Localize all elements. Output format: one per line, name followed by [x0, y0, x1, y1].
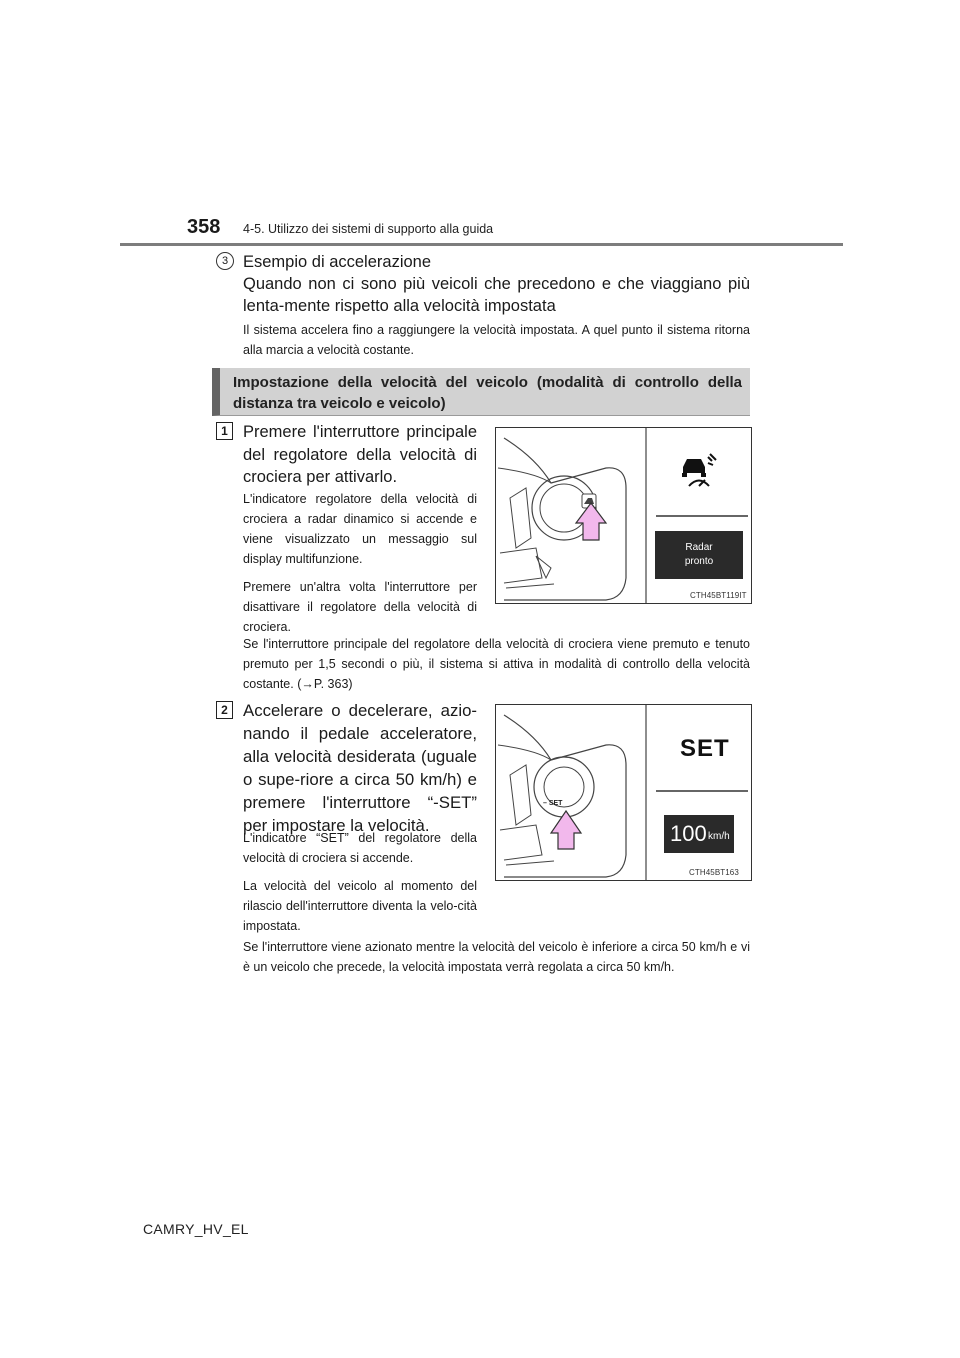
section-banner [212, 368, 750, 416]
speed-display [664, 815, 734, 853]
example-heading [243, 251, 750, 317]
set-speed-value: 100 [670, 821, 707, 846]
display-message-line-1: Radar [685, 542, 713, 553]
figure-steering-main-switch [495, 427, 752, 604]
radar-cruise-icon [679, 453, 719, 487]
step-2-paragraph-2: La velocità del veicolo al momento del rilascio dell'interruttore diventa la velo-cità impostata. [243, 879, 477, 933]
step-1-marker: 1 [216, 422, 233, 440]
step-2-heading: Accelerare o decelerare, azio-nando il pedale acceleratore, alla velocità desiderata (uguale o supe-riore a circa 50 km/h) e premere l'interruttore “-SET” per impostare la velocità. [243, 701, 477, 835]
set-switch-label: – SET [543, 800, 563, 807]
model-code: CAMRY_HV_EL [143, 1221, 249, 1237]
set-indicator: SET [680, 735, 730, 762]
banner-title: Impostazione della velocità del veicolo (modalità di controllo della distanza tra veicolo e veicolo) [233, 374, 742, 412]
step-2-text [243, 828, 477, 936]
step-1-paragraph: L'indicatore regolatore della velocità di crociera a radar dinamico si accende e viene visualizzato un messaggio sul display multifunzione. [243, 492, 477, 566]
step-1-paragraph-2: Premere un'altra volta l'interruttore per disattivare il regolatore della velocità di crociera. [243, 580, 477, 634]
section-title: 4-5. Utilizzo dei sistemi di supporto alla guida [243, 222, 494, 236]
page-number: 358 [187, 216, 221, 238]
step-1-text [243, 489, 477, 637]
set-speed-unit: km/h [708, 831, 730, 842]
step-1-heading: Premere l'interruttore principale del regolatore della velocità di crociera per attivarlo. [243, 423, 477, 486]
display-message-line-2: pronto [684, 556, 714, 567]
step-1-note: Se l'interruttore principale del regolatore della velocità di crociera viene premuto e tenuto premuto per 1,5 secondi o più, il sistema si attiva in modalità di controllo della velocità costante. (→P. 363) [243, 637, 750, 691]
figure-steering-set-switch [495, 704, 752, 881]
header-divider [120, 243, 843, 246]
figure-code: CTH45BT163 [689, 868, 739, 877]
steering-wheel-illustration [496, 705, 751, 880]
example-heading-title: Esempio di accelerazione [243, 253, 432, 271]
step-2-note: Se l'interruttore viene azionato mentre la velocità del veicolo è inferiore a circa 50 km/h e vi è un veicolo che precede, la velocità impostata verrà regolata a circa 50 km/h. [243, 940, 750, 974]
example-description: Il sistema accelera fino a raggiungere la velocità impostata. A quel punto il sistema ritorna alla marcia a velocità costante. [243, 323, 750, 357]
step-2-paragraph: L'indicatore “SET” del regolatore della velocità di crociera si accende. [243, 831, 477, 865]
step-2-marker: 2 [216, 701, 233, 719]
figure-code: CTH45BT119IT [690, 591, 747, 600]
multi-info-display [655, 531, 743, 579]
example-number-marker: 3 [216, 252, 234, 270]
example-heading-subtitle: Quando non ci sono più veicoli che precedono e che viaggiano più lenta-mente rispetto alla velocità impostata [243, 275, 750, 315]
